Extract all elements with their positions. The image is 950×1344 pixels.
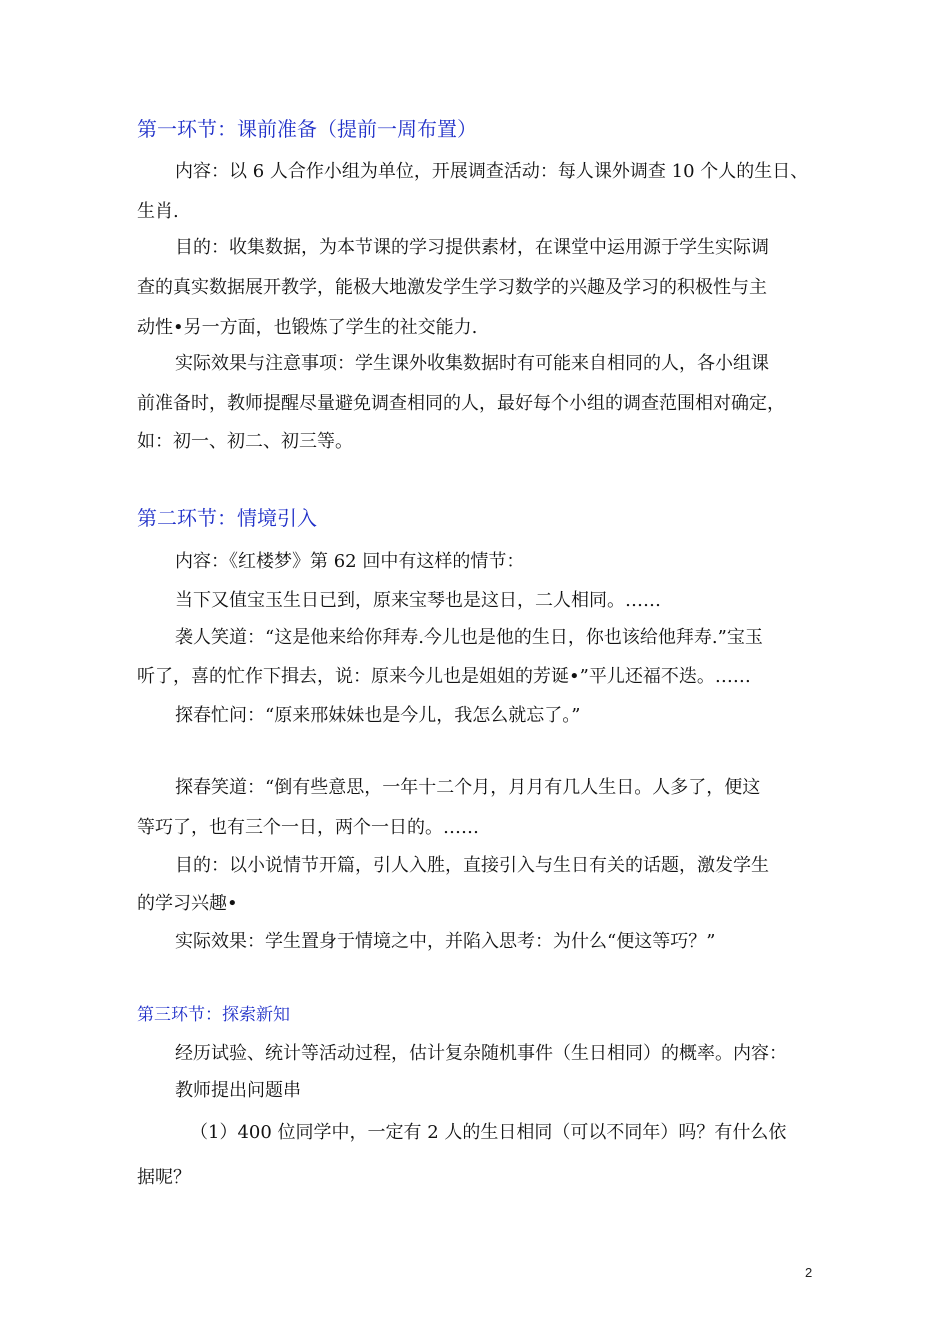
paragraph-line: 等巧了，也有三个一日，两个一日的。…… [137, 817, 479, 838]
paragraph-line: 动性•另一方面，也锻炼了学生的社交能力. [137, 317, 478, 338]
paragraph-line: 生肖. [137, 201, 179, 222]
paragraph-line: 经历试验、统计等活动过程，估计复杂随机事件（生日相同）的概率。内容： [175, 1043, 787, 1064]
paragraph-line: 查的真实数据展开教学，能极大地激发学生学习数学的兴趣及学习的积极性与主 [137, 277, 767, 298]
paragraph-line: 实际效果与注意事项：学生课外收集数据时有可能来自相同的人，各小组课 [175, 353, 769, 374]
question-line: （1）400 位同学中，一定有 2 人的生日相同（可以不同年）吗？有什么依 [190, 1122, 787, 1143]
paragraph-line: 前准备时，教师提醒尽量避免调查相同的人，最好每个小组的调查范围相对确定， [137, 393, 785, 414]
paragraph-line: 探春忙问：“原来邢妹妹也是今儿，我怎么就忘了。” [175, 705, 581, 726]
paragraph-line: 听了，喜的忙作下揖去，说：原来今儿也是姐姐的芳诞•”平儿还福不迭。…… [137, 666, 751, 687]
paragraph-line: 目的：以小说情节开篇，引人入胜，直接引入与生日有关的话题，激发学生 [175, 855, 769, 876]
section-heading-1: 第一环节：课前准备（提前一周布置） [137, 117, 477, 141]
paragraph-line: 袭人笑道：“这是他来给你拜寿.今儿也是他的生日，你也该给他拜寿.”宝玉 [175, 627, 763, 648]
page-number: 2 [805, 1265, 813, 1280]
section-heading-3: 第三环节：探索新知 [137, 1005, 290, 1025]
paragraph-line: 当下又值宝玉生日已到，原来宝琴也是这日，二人相同。…… [175, 590, 661, 611]
paragraph-line: 探春笑道：“倒有些意思，一年十二个月，月月有几人生日。人多了，便这 [175, 777, 761, 798]
section-heading-2: 第二环节：情境引入 [137, 506, 317, 530]
paragraph-line: 据呢？ [137, 1167, 191, 1188]
paragraph-line: 实际效果：学生置身于情境之中，并陷入思考：为什么“便这等巧？” [175, 931, 716, 952]
paragraph-line: 的学习兴趣• [137, 893, 238, 914]
paragraph-line: 目的：收集数据，为本节课的学习提供素材，在课堂中运用源于学生实际调 [175, 237, 769, 258]
paragraph-line: 教师提出问题串 [175, 1080, 301, 1101]
paragraph-line: 如：初一、初二、初三等。 [137, 431, 353, 452]
paragraph-line: 内容：以 6 人合作小组为单位，开展调查活动：每人课外调查 10 个人的生日、 [175, 161, 809, 182]
paragraph-line: 内容：《红楼梦》第 62 回中有这样的情节： [175, 551, 525, 572]
